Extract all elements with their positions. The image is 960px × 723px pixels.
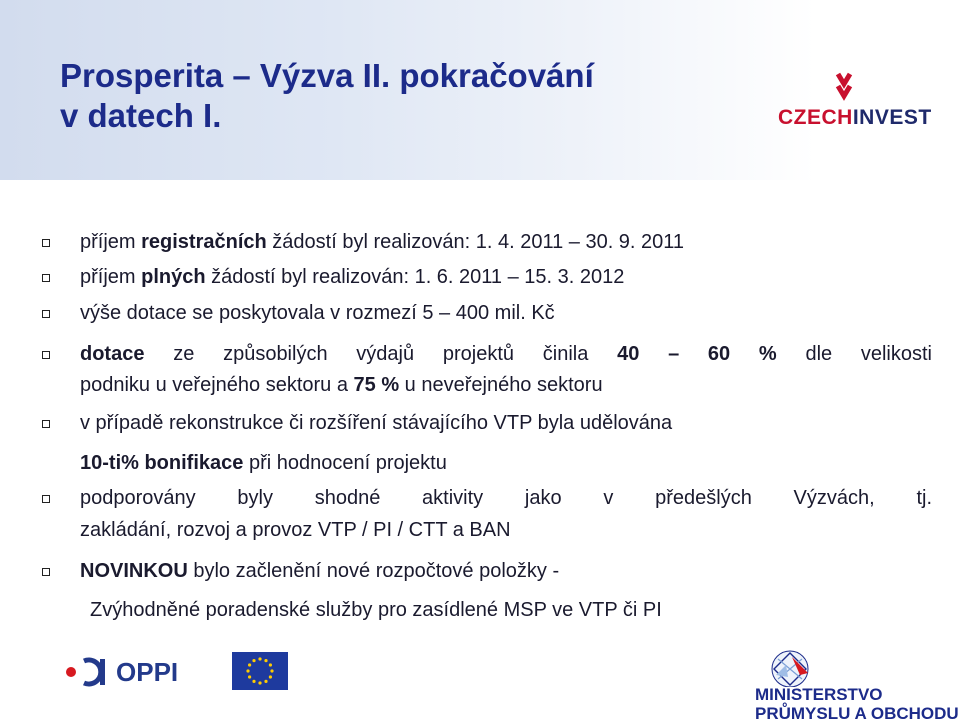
list-item-continuation [80,451,447,475]
text-bold: dotace [80,343,145,365]
mpo-logo [740,645,959,723]
text-segment: zakládání, rozvoj a provoz VTP / PI / CTT a BAN [80,519,511,541]
bullet-icon [42,495,50,503]
eu-flag-icon [232,652,288,690]
text-segment: dle velikosti [776,343,933,365]
czechinvest-word-invest: INVEST [852,106,932,129]
text-segment: podporovány byly shodné aktivity jako v předešlých Výzvách, tj. [80,487,932,509]
text-bold: plných [141,266,206,288]
bullet-icon [42,420,50,428]
text-bold: 75 % [353,374,400,396]
text-segment: při hodnocení projektu [243,452,447,474]
list-item-continuation [90,598,662,622]
text-segment: v případě rekonstrukce či rozšíření stávajícího VTP byla udělována [80,412,673,434]
text-segment: Zvýhodněné poradenské služby pro zasídlené MSP ve VTP či PI [90,599,662,621]
title-line-1: Prosperita – Výzva II. pokračování [60,57,594,94]
text-segment: příjem [80,231,142,253]
mpo-line-2: PRŮMYSLU A OBCHODU [755,704,959,723]
eu-stars-icon [232,652,288,690]
oppi-wordmark: OPPI [116,657,179,687]
text-segment: u neveřejného sektoru [399,374,603,396]
bullet-icon [42,239,50,247]
list-item [80,265,624,289]
list-item [80,411,672,435]
text-segment: výše dotace se poskytovala v rozmezí 5 – 400 mil. Kč [80,302,555,324]
list-item [80,486,932,510]
bullet-icon [42,568,50,576]
bullet-icon [42,351,50,359]
list-item-continuation [80,518,511,542]
text-bold: 40 – 60 % [617,343,777,365]
mpo-globe-icon [758,645,828,687]
text-bold: NOVINKOU [80,560,188,582]
oppi-logo [62,655,192,689]
text-segment: ze způsobilých výdajů projektů činila [144,343,618,365]
text-segment: žádostí byl realizován: 1. 6. 2011 – 15. 3. 2012 [205,266,625,288]
oppi-mark-icon [62,655,112,689]
list-item [80,230,684,254]
czechinvest-word-czech: CZECH [778,106,853,129]
bullet-icon [42,310,50,318]
title-line-2: v datech I. [60,97,222,134]
mpo-wordmark [755,685,959,723]
bullet-icon [42,274,50,282]
mpo-line-1: MINISTERSTVO [755,685,883,704]
text-segment: příjem [80,266,142,288]
text-bold: registračních [141,231,267,253]
text-segment: podniku u veřejného sektoru a [80,374,354,396]
text-segment: žádostí byl realizován: 1. 4. 2011 – 30. 9. 2011 [266,231,685,253]
list-item [80,301,555,325]
list-item [80,559,559,583]
list-item [80,342,932,366]
list-item-continuation [80,373,603,397]
text-segment: bylo začlenění nové rozpočtové položky - [187,560,560,582]
text-bold: 10-ti% bonifikace [80,452,244,474]
